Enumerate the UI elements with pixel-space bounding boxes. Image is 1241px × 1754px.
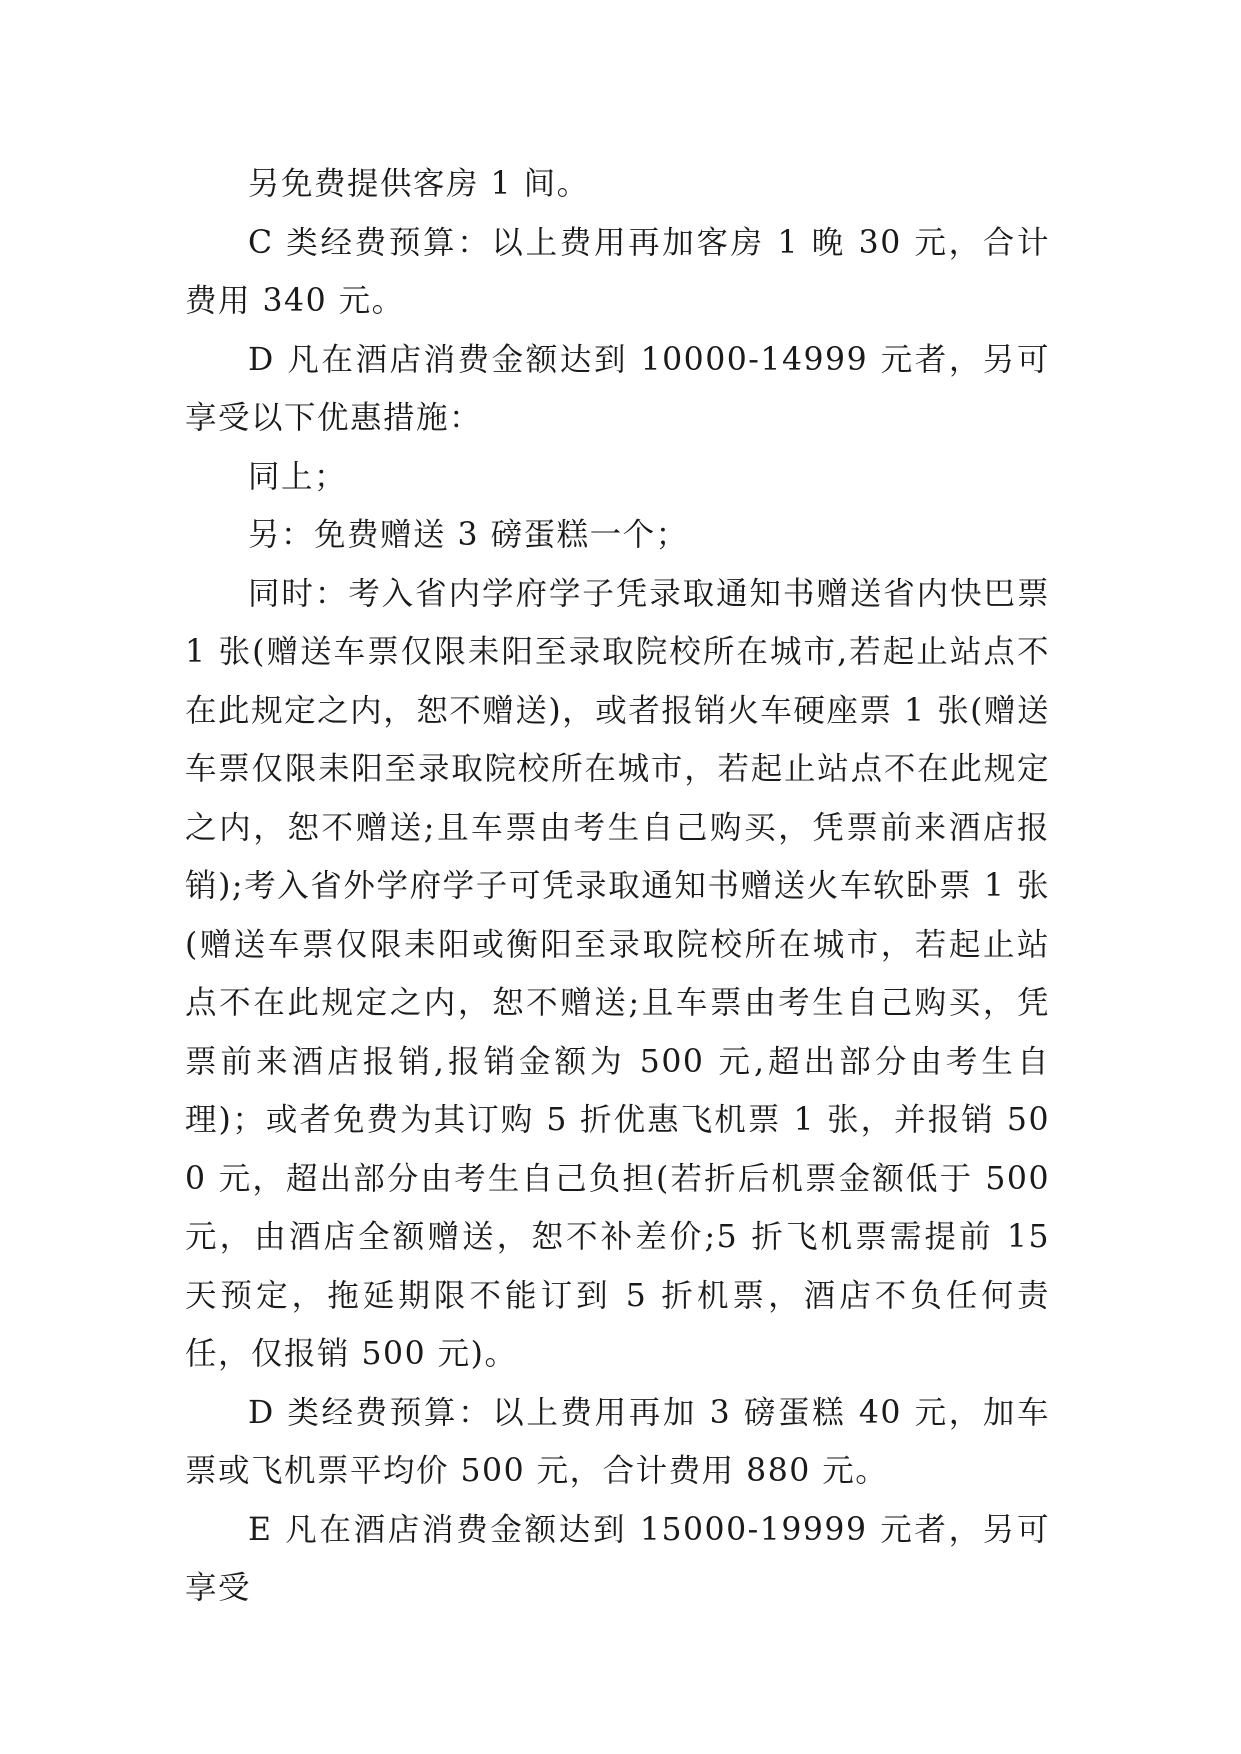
paragraph-same-as-above: 同上； [248, 458, 348, 495]
paragraph-ticket-offer: 同时：考入省内学府学子凭录取通知书赠送省内快巴票 1 张(赠送车票仅限耒阳至录取院校所在城市,若起止站点不在此规定之内，恕不赠送)，或者报销火车硬座票 1 张(赠送车票仅限耒阳至录取院校所在城市，若起止站点不在此规定之内，恕不赠送;且车票由考生自己购买，凭票前来酒店报销);考入省外学府学子可凭录取通知书赠送火车软卧票 1 张(赠送车票仅限耒阳或衡阳至录取院校所在城市，若起止站点不在此规定之内，恕不赠送;且车票由考生自己购买，凭票前来酒店报销,报销金额为 500 元,超出部分由考生自理)；或者免费为其订购 5 折优惠飞机票 1 张，并报销 500 元，超出部分由考生自己负担(若折后机票金额低于 500 元，由酒店全额赠送，恕不补差价;5 折飞机票需提前 15 天预定，拖延期限不能订到 5 折机票，酒店不负任何责任，仅报销 500 元)。 [185, 575, 1050, 1372]
paragraph-free-room: 另免费提供客房 1 间。 [248, 166, 590, 202]
document-body [185, 155, 1050, 1618]
paragraph-tier-d: D 凡在酒店消费金额达到 10000-14999 元者，另可享受以下优惠措施： [185, 341, 1050, 436]
paragraph-budget-c: C 类经费预算：以上费用再加客房 1 晚 30 元，合计费用 340 元。 [185, 224, 1050, 319]
paragraph-free-cake: 另：免费赠送 3 磅蛋糕一个； [248, 517, 689, 553]
paragraph-budget-d: D 类经费预算：以上费用再加 3 磅蛋糕 40 元，加车票或飞机票平均价 500 元，合计费用 880 元。 [185, 1394, 1050, 1489]
paragraph-tier-e: E 凡在酒店消费金额达到 15000-19999 元者，另可享受 [185, 1511, 1050, 1606]
